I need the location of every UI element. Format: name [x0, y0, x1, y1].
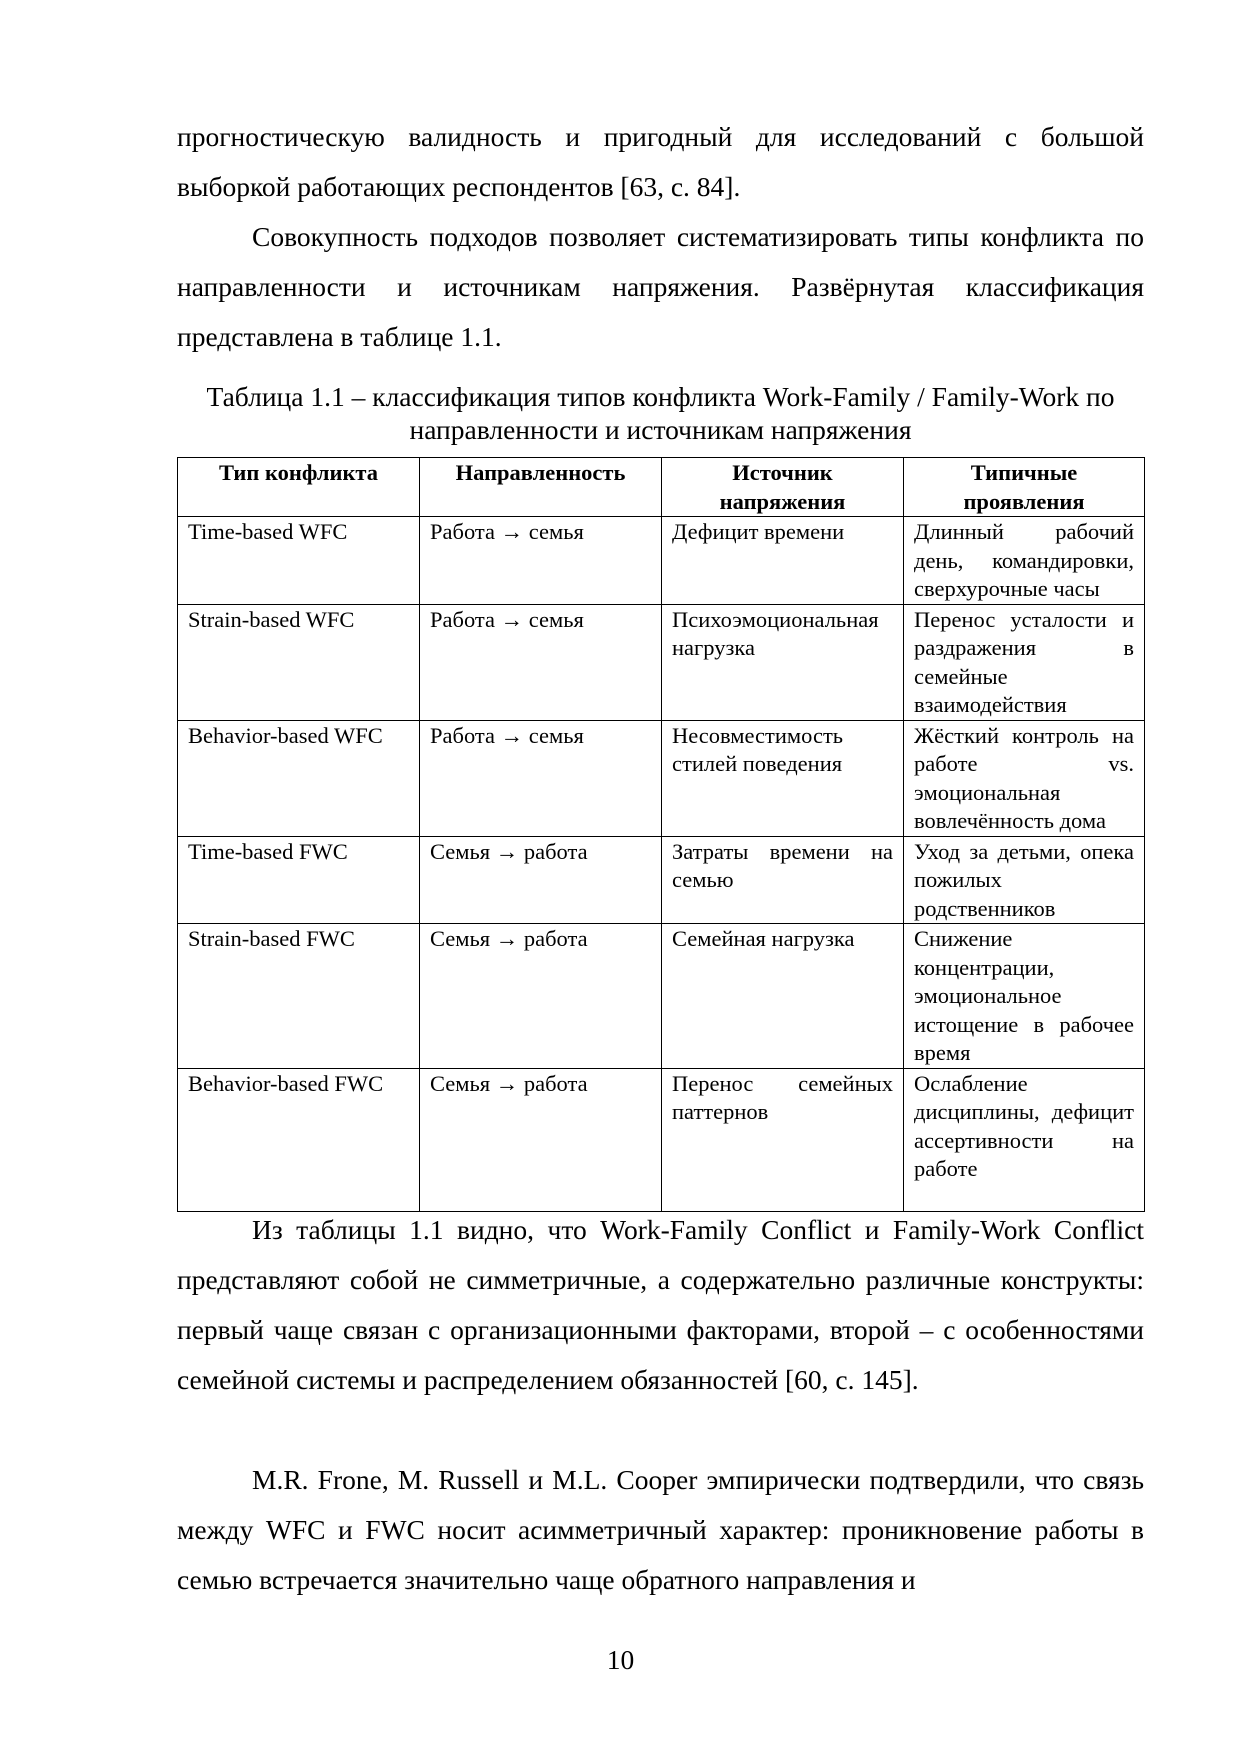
cell-tension-source: Несовместимость стилей поведения [662, 720, 904, 836]
header-tension-source: Источник напряжения [662, 458, 904, 517]
cell-tension-source: Семейная нагрузка [662, 924, 904, 1069]
cell-manifestations: Длинный рабочий день, командировки, сверхурочные часы [904, 517, 1145, 605]
table-row [178, 924, 1145, 1069]
cell-conflict-type: Strain-based WFC [178, 604, 420, 720]
cell-manifestations: Перенос усталости и раздражения в семейные взаимодействия [904, 604, 1145, 720]
cell-conflict-type: Behavior-based FWC [178, 1068, 420, 1211]
table-row [178, 1068, 1145, 1211]
header-typical-manifestations: Типичные проявления [904, 458, 1145, 517]
paragraph-frone-study: M.R. Frone, M. Russell и M.L. Cooper эмпирически подтвердили, что связь между WFC и FWC носит асимметричный характер: проникновение работы в семью встречается значительно чаще обратного направления и [177, 1464, 1144, 1595]
cell-tension-source: Затраты времени на семью [662, 836, 904, 924]
cell-direction: Работа → семья [420, 604, 662, 720]
cell-tension-source: Дефицит времени [662, 517, 904, 605]
page-number: 10 [606, 1644, 635, 1675]
cell-conflict-type: Behavior-based WFC [178, 720, 420, 836]
paragraph-continuation: прогностическую валидность и пригодный для исследований с большой выборкой работающих респондентов [63, с. 84]. [177, 121, 1144, 202]
paragraph-classification-intro: Совокупность подходов позволяет систематизировать типы конфликта по направленности и источникам напряжения. Развёрнутая классификация представлена в таблице 1.1. [177, 221, 1144, 352]
cell-direction: Работа → семья [420, 517, 662, 605]
cell-manifestations: Снижение концентрации, эмоциональное истощение в рабочее время [904, 924, 1145, 1069]
table-row [178, 604, 1145, 720]
cell-direction: Семья → работа [420, 836, 662, 924]
cell-conflict-type: Strain-based FWC [178, 924, 420, 1069]
classification-table [177, 457, 1145, 1212]
table-row [178, 517, 1145, 605]
paragraph-table-analysis: Из таблицы 1.1 видно, что Work-Family Conflict и Family-Work Conflict представляют собой не симметричные, а содержательно различные конструкты: первый чаще связан с организационными факторами, второй – с особенностями семейной системы и распределением обязанностей [60, с. 145]. [177, 1214, 1144, 1395]
cell-tension-source: Психоэмоциональная нагрузка [662, 604, 904, 720]
cell-manifestations: Жёсткий контроль на работе vs. эмоциональная вовлечённость дома [904, 720, 1145, 836]
table-header-row [178, 458, 1145, 517]
table-caption: Таблица 1.1 – классификация типов конфликта Work-Family / Family-Work по направленности и источникам напряжения [206, 381, 1115, 445]
cell-direction: Семья → работа [420, 1068, 662, 1211]
header-conflict-type: Тип конфликта [178, 458, 420, 517]
cell-manifestations: Уход за детьми, опека пожилых родственников [904, 836, 1145, 924]
cell-direction: Работа → семья [420, 720, 662, 836]
cell-manifestations: Ослабление дисциплины, дефицит ассертивности на работе [904, 1068, 1145, 1211]
cell-direction: Семья → работа [420, 924, 662, 1069]
cell-tension-source: Перенос семейных паттернов [662, 1068, 904, 1211]
table-row [178, 836, 1145, 924]
table-row [178, 720, 1145, 836]
header-direction: Направленность [420, 458, 662, 517]
cell-conflict-type: Time-based WFC [178, 517, 420, 605]
cell-conflict-type: Time-based FWC [178, 836, 420, 924]
